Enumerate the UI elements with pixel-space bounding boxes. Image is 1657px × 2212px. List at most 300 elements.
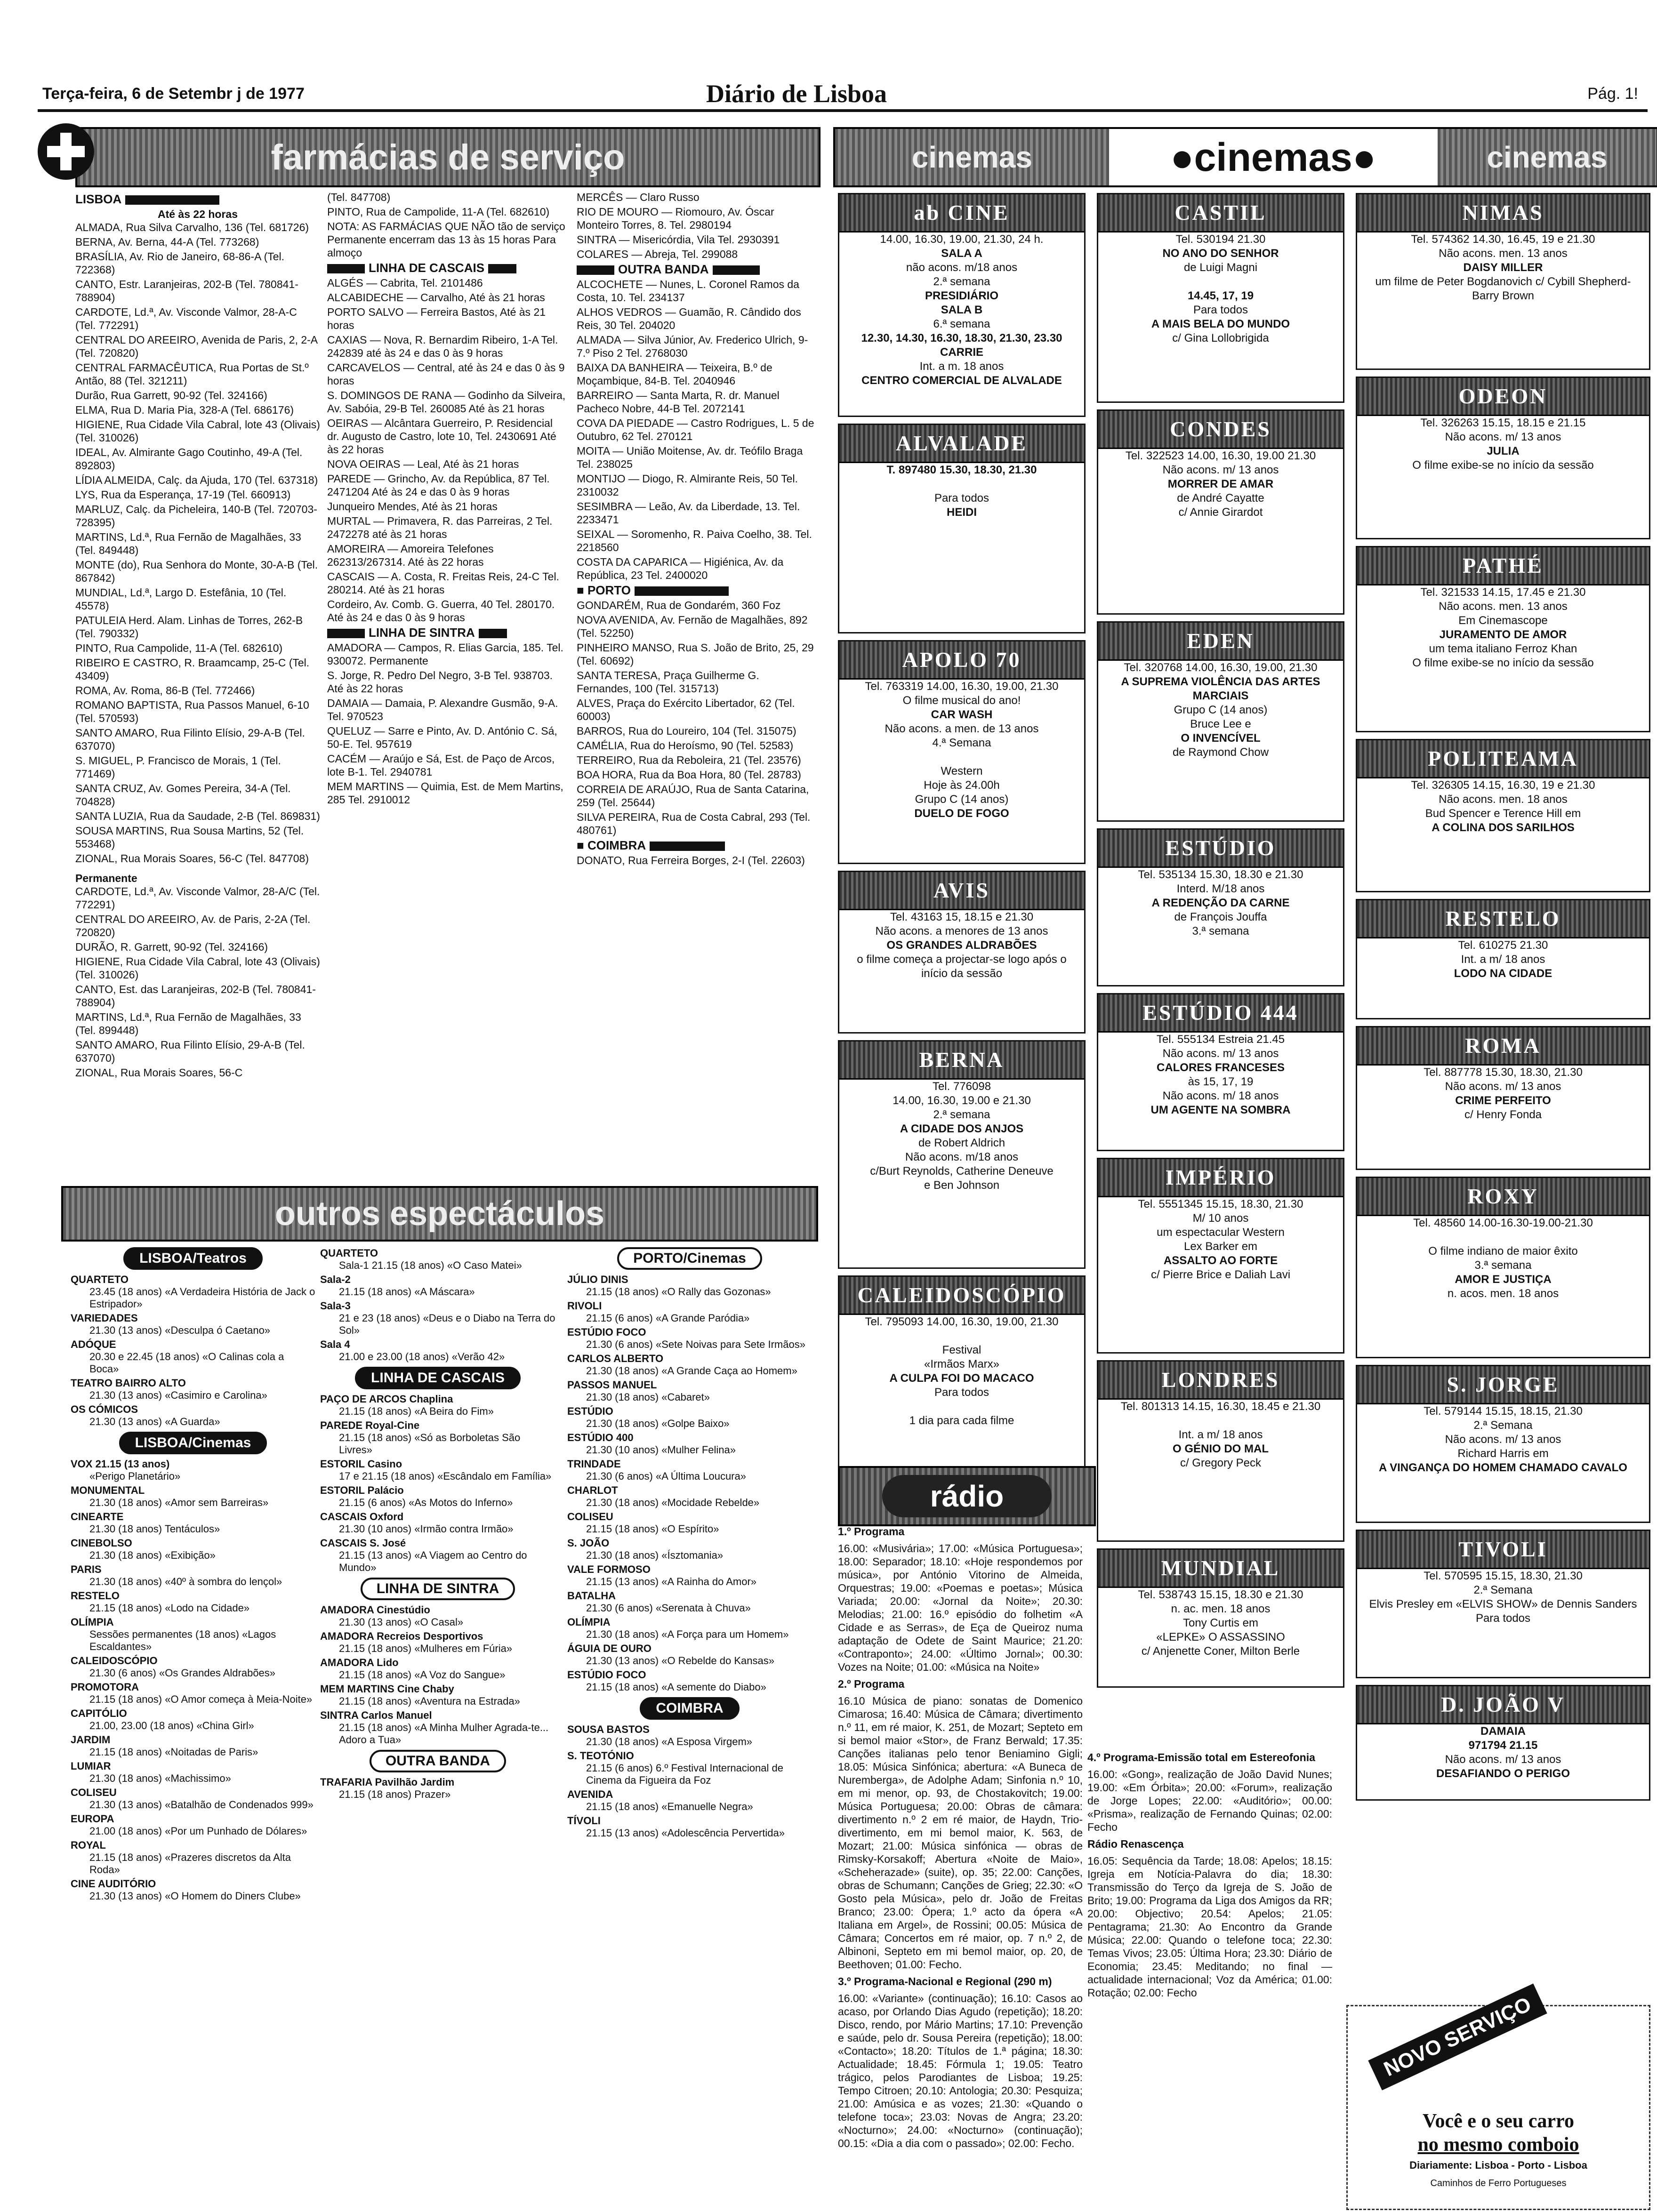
cinema-info-line: c/ Gregory Peck [1180, 1457, 1262, 1469]
cinema-name: ROMA [1357, 1027, 1649, 1066]
cinema-info-line: MORRER DE AMAR [1167, 478, 1274, 490]
cinema-info-line: 14.00, 16.30, 19.00, 21.30, 24 h. [880, 233, 1044, 246]
cinema-info-line: Tel. 763319 14.00, 16.30, 19.00, 21.30 [865, 680, 1059, 693]
show-venue: CARLOS ALBERTO [567, 1353, 664, 1364]
cinema-info-line: Tel. 579144 15.15, 18.15, 21.30 [1424, 1405, 1583, 1418]
cinema-info-line: c/ Anjenette Coner, Milton Berle [1141, 1645, 1300, 1658]
list-item: ZIONAL, Rua Morais Soares, 56-C [75, 1066, 243, 1079]
radio-p2: 16.10 Música de piano: sonatas de Domenico Cimarosa; 16.40: Música de Câmara; divertimento n.º 11, em ré maior, K. 251, de Mozart; Septeto em si bemol maior «Stor», de Franz Berwald; 17.35: Canções italianas pelo tenor Beniamino Gigli; 18.05: Música Sinfónica; abertura: «A Buneca de Nuremberga», de Adolphe Adam; Sinfonia n.º 10, em mi menor, op. 93, de Chostakovitch; 19.00: Música Portuguesa; 20.00: Obras de câmara: divertimento n.º 2 em ré maior, de Haydn, Trio-divertimento, em mi bemol maior, K. 563, de Mozart; 21.00: Música sinfónica — obras de Rimsky-Korsakoff; Abertura «Noite de Maio», «Scheherazade» (suite), op. 35; 22.00: Canções, obras de Schumann; Canções de Grieg; 22.30: «O Gosto pela Música», pelo dr. João de Freitas Branco; 23.00: Ópera; 1.º acto da ópera «A Italiana em Argel», de Rossini; 00.05: Música de Câmara; Concertos em ré maior, op. 7 n.º 2, de Albinoni, Septeto em mi bemol maior, op. 20, de Beethoven; 01.00: Fecho. [838, 1695, 1083, 1971]
cinema-info-line: Não acons. m/ 13 anos [1162, 1047, 1279, 1060]
show-info: 21.15 (18 anos) «Aventura na Estrada» [339, 1695, 520, 1707]
cinema-info-line: DESAFIANDO O PERIGO [1436, 1767, 1570, 1780]
cinema-info-line: Em Cinemascope [1458, 614, 1548, 627]
show-listing [71, 1458, 315, 1483]
show-venue: ESTÚDIO 400 [567, 1432, 634, 1443]
show-info: 21.30 (18 anos) «Mocidade Rebelde» [586, 1497, 760, 1508]
cinema-info-line: de François Jouffa [1174, 911, 1267, 923]
show-venue: COLISEU [71, 1787, 117, 1798]
show-listing [320, 1338, 555, 1363]
ad-company: Caminhos de Ferro Portugueses [1430, 2178, 1567, 2188]
cinema-info-line: «Irmãos Marx» [924, 1358, 1000, 1370]
show-info: 21.15 (6 anos) 6.º Festival Internacional de Cinema da Figueira da Foz [586, 1762, 783, 1786]
show-info: 21.30 (18 anos) «Cabaret» [586, 1391, 710, 1403]
show-info: 21.15 (18 anos) «A Máscara» [339, 1286, 475, 1298]
ad-route: Diariamente: Lisboa - Porto - Lisboa [1409, 2159, 1587, 2171]
cinema-info-line: CRIME PERFEITO [1455, 1094, 1551, 1107]
cinema-listing [838, 424, 1086, 633]
pharmacy-list-permanente [75, 885, 320, 1079]
list-item: CARDOTE, Ld.ª, Av. Visconde Valmor, 28-A/C (Tel. 772291) [75, 885, 320, 911]
show-listing [71, 1734, 315, 1758]
permanente-heading: Permanente [75, 872, 137, 884]
cinema-info-line: Festival [942, 1344, 981, 1356]
show-listing [567, 1750, 812, 1787]
cross-icon [38, 123, 94, 180]
show-listing [320, 1657, 555, 1681]
show-listing [320, 1537, 555, 1574]
list-item: CANTO, Estr. Laranjeiras, 202-B (Tel. 780841-788904) [75, 278, 298, 304]
ad-badge: NOVO SERVIÇO [1368, 1983, 1547, 2090]
show-info: 21.00 (18 anos) «Por um Punhado de Dólares» [89, 1825, 307, 1837]
cinema-info-line: Tel. 320768 14.00, 16.30, 19.00, 21.30 [1124, 661, 1318, 674]
list-item: BARROS, Rua do Loureiro, 104 (Tel. 315075) [577, 725, 796, 737]
cinema-info-line: DAMAIA [1480, 1725, 1526, 1738]
outros-column-1 [71, 1247, 315, 2207]
pharmacy-list-head [327, 191, 567, 259]
radio-p4: 16.00: «Gong», realização de João David Nunes; 19.00: «Em Órbita»; 20.00: «Forum», realização de Jorge Lopes; 22.00: «Auditório»; 00.00: «Prisma», realização de Fernando Quinas; 02.00: Fecho [1087, 1768, 1332, 1833]
list-item: ALGÉS — Cabrita, Tel. 2101486 [327, 277, 483, 289]
show-listing [320, 1419, 555, 1456]
list-item: MUNDIAL, Ld.ª, Largo D. Estefânia, 10 (Tel. 45578) [75, 586, 287, 612]
list-item: Cordeiro, Av. Comb. G. Guerra, 40 Tel. 280170. Até às 24 e das 0 às 9 horas [327, 598, 555, 624]
show-listing [567, 1537, 812, 1562]
list-item: CENTRAL FARMACÊUTICA, Rua Portas de St.º Antão, 88 (Tel. 321211) [75, 361, 309, 387]
farmacias-column-3 [577, 191, 817, 1172]
list-item: NOTA: AS FARMÁCIAS QUE NÃO tão de serviço Permanente encerram das 13 às 15 horas Para almoço [327, 220, 565, 259]
show-venue: QUARTETO [71, 1274, 129, 1285]
list-item: Junqueiro Mendes, Até às 21 horas [327, 500, 498, 513]
section-title: ■ PORTO [577, 584, 817, 597]
pharmacy-list-lisboa [75, 221, 320, 865]
list-item: TERREIRO, Rua da Reboleira, 21 (Tel. 23576) [577, 754, 801, 766]
list-item: CORREIA DE ARAÚJO, Rua de Santa Catarina, 259 (Tel. 25644) [577, 783, 809, 809]
cinema-info-line: Não acons. m/ 13 anos [1445, 431, 1561, 443]
cinema-info-line: O filme exibe-se no início da sessão [1412, 657, 1594, 669]
page-number: Pág. 1! [1587, 85, 1638, 103]
list-item: CARDOTE, Ld.ª, Av. Visconde Valmor, 28-A-C (Tel. 772291) [75, 306, 297, 331]
show-listing [71, 1274, 315, 1310]
list-item: ALHOS VEDROS — Guamão, R. Cândido dos Reis, 30 Tel. 204020 [577, 306, 801, 331]
show-info: 21.15 (18 anos) «A Beira do Fim» [339, 1405, 494, 1417]
show-info: 21.15 (18 anos) «A semente do Diabo» [586, 1681, 766, 1693]
show-venue: PROMOTORA [71, 1681, 139, 1693]
cinema-listing [1097, 1548, 1344, 1688]
list-item: ELMA, Rua D. Maria Pia, 328-A (Tel. 686176) [75, 404, 294, 416]
sintra-shows [320, 1604, 555, 1746]
list-item: ALMADA — Silva Júnior, Av. Frederico Ulrich, 9-7.º Piso 2 Tel. 2768030 [577, 334, 808, 359]
show-venue: ROYAL [71, 1839, 106, 1851]
list-item: CAXIAS — Nova, R. Bernardim Ribeiro, 1-A Tel. 242839 até às 24 e das 0 às 9 horas [327, 334, 558, 359]
list-item: ROMANO BAPTISTA, Rua Passos Manuel, 6-10 (Tel. 570593) [75, 699, 309, 724]
show-listing [71, 1563, 315, 1588]
show-venue: VOX 21.15 (13 anos) [71, 1458, 170, 1470]
show-info: 21.30 (13 anos) «O Homem do Diners Clube» [89, 1890, 301, 1902]
heading-bar [635, 586, 729, 596]
show-venue: CAPITÓLIO [71, 1707, 127, 1719]
outros-column-3 [567, 1247, 812, 2207]
show-venue: S. JOÃO [567, 1537, 610, 1549]
list-item: IDEAL, Av. Almirante Gago Coutinho, 49-A (Tel. 892803) [75, 446, 303, 472]
cinemas-banner-main: ●cinemas● [1109, 129, 1438, 185]
cinema-info-line: OS GRANDES ALDRABÕES [886, 939, 1037, 952]
show-venue: BATALHA [567, 1590, 616, 1602]
show-info: 21.15 (18 anos) «Lodo na Cidade» [89, 1602, 250, 1614]
section-title [327, 261, 567, 274]
list-item: MERCÊS — Claro Russo [577, 191, 700, 203]
show-venue: CALEIDOSCÓPIO [71, 1655, 158, 1667]
show-venue: AMADORA Cinestúdio [320, 1604, 430, 1616]
farmacias-banner-text: farmácias de serviço [271, 137, 625, 177]
list-item: COVA DA PIEDADE — Castro Rodrigues, L. 5 de Outubro, 62 Tel. 270121 [577, 417, 814, 442]
show-listing [71, 1537, 315, 1562]
cinema-info-line: Tel. 535134 15.30, 18.30 e 21.30 [1138, 868, 1303, 881]
cinema-info-line [839, 750, 1084, 764]
list-item: CAMÉLIA, Rua do Heroísmo, 90 (Tel. 52583) [577, 739, 794, 752]
linha-sintra-heading: LINHA DE SINTRA [361, 1578, 515, 1600]
cinema-info-line: «LEPKE» O ASSASSINO [1156, 1631, 1285, 1643]
coimbra-heading: COIMBRA [640, 1697, 739, 1720]
show-info: 21.00, 23.00 (18 anos) «China Girl» [89, 1720, 254, 1731]
linha-cascais-heading: LINHA DE CASCAIS [355, 1367, 521, 1389]
show-info: 21.15 (6 anos) «As Motos do Inferno» [339, 1497, 513, 1508]
cinema-info-line [1098, 1414, 1343, 1428]
pharmacy-list-sintra [327, 641, 567, 806]
cinema-info-line: 2.ª semana [933, 1108, 990, 1121]
show-info: 21.15 (13 anos) «A Rainha do Amor» [586, 1576, 757, 1587]
lisboa-teatros-heading: LISBOA/Teatros [123, 1247, 263, 1270]
outros-banner [61, 1186, 818, 1242]
cinema-info-line: 14.45, 17, 19 [1187, 289, 1254, 302]
radio-p1-title: 1.º Programa [838, 1525, 905, 1538]
cinema-info-line: NO ANO DO SENHOR [1162, 247, 1279, 260]
show-info: Sala-1 21.15 (18 anos) «O Caso Matei» [339, 1259, 522, 1271]
show-info: 21.30 (18 anos) «Amor sem Barreiras» [89, 1497, 269, 1508]
teatros-list [71, 1274, 315, 1428]
section-title [75, 192, 320, 206]
cinema-listing [1097, 409, 1344, 615]
lisboa-cinemas-heading: LISBOA/Cinemas [119, 1432, 267, 1454]
show-info: 21.30 (6 anos) «A Última Loucura» [586, 1470, 746, 1482]
cinema-listing [838, 193, 1086, 417]
cinema-info-line: Tel. 570595 15.15, 18.30, 21.30 [1424, 1570, 1583, 1582]
ad-sub: no mesmo comboio [1417, 2134, 1579, 2156]
radio-p3: 16.00: «Variante» (continuação); 16.10: Casos ao acaso, por Orlando Dias Agudo (repetição); 18.20: Disco, rendo, por Mário Martins; 17.10: Prevenção e saúde, pelo dr. Sousa Pereira (repetição); 18.00: «Contacto»; 18.20: Títulos de 1.ª página; 18.30: Actualidade; 18.45: Fórmula 1; 19.05: Teatro trágico, pelos Parodiantes de Lisboa; 19.25: Tempo Citroen; 20.10: Antologia; 20.30: Pesquiza; 21.00: Amúsica e as vozes; 21.30: «Quando o telefone toca»; 23.03: Novas de Angra; 23.20: «Nocturno»; 24.00: «Nocturno» (continuação); 00.15: «Dia a dia com o passado»; 02.00: Fecho. [838, 1992, 1083, 2149]
show-venue: Sala-2 [320, 1274, 351, 1285]
section-title: ■ COIMBRA [577, 839, 817, 852]
show-listing [567, 1616, 812, 1641]
show-info: 21.15 (18 anos) «O Amor começa à Meia-Noite» [89, 1693, 313, 1705]
list-item: MEM MARTINS — Quimia, Est. de Mem Martins, 285 Tel. 2910012 [327, 780, 563, 806]
list-item: BRASÍLIA, Av. Rio de Janeiro, 68-86-A (Tel. 722368) [75, 250, 285, 276]
show-listing [567, 1432, 812, 1456]
list-item: CANTO, Est. das Laranjeiras, 202-B (Tel. 780841-788904) [75, 983, 316, 1009]
show-listing [71, 1839, 315, 1876]
show-venue: ESTORIL Palácio [320, 1484, 404, 1496]
show-venue: VALE FORMOSO [567, 1563, 651, 1575]
cinema-info-line: Tel. 574362 14.30, 16.45, 19 e 21.30 [1411, 233, 1595, 246]
cinema-info-line: Não acons. men. 18 anos [1439, 793, 1568, 806]
radio-p5-title: Rádio Renascença [1087, 1838, 1184, 1850]
show-venue: CASCAIS S. José [320, 1537, 406, 1549]
cinema-info-line: às 15, 17, 19 [1188, 1075, 1254, 1088]
cinema-listing [838, 1040, 1086, 1269]
show-venue: QUARTETO [320, 1247, 378, 1259]
show-listing [567, 1643, 812, 1667]
show-info: 21.30 (13 anos) «O Casal» [339, 1616, 464, 1628]
cinema-listing [1356, 1530, 1650, 1678]
cinema-info-line: c/ Henry Fonda [1464, 1108, 1542, 1121]
cinema-listing [1097, 993, 1344, 1151]
cinema-info-line: Tel. 326263 15.15, 18.15 e 21.15 [1420, 417, 1586, 429]
list-item: S. DOMINGOS DE RANA — Godinho da Silveira, Av. Sabóia, 29-B Tel. 260085 Até às 21 horas [327, 389, 566, 415]
cinema-info-line: Richard Harris em [1457, 1447, 1549, 1460]
cinema-name: PATHÉ [1357, 547, 1649, 585]
list-item: SEIXAL — Soromenho, R. Paiva Coelho, 38. Tel. 2218560 [577, 528, 812, 553]
show-listing [71, 1681, 315, 1706]
pharmacy-list-coimbra [577, 854, 817, 867]
cinema-name: CALEIDOSCÓPIO [839, 1277, 1084, 1315]
show-listing [567, 1379, 812, 1403]
show-info: 21.15 (18 anos) «Prazeres discretos da Alta Roda» [89, 1851, 291, 1875]
list-item: MONTE (do), Rua Senhora do Monte, 30-A-B (Tel. 867842) [75, 559, 318, 584]
list-item: COSTA DA CAPARICA — Higiénica, Av. da República, 23 Tel. 2400020 [577, 556, 784, 581]
show-listing [320, 1247, 555, 1272]
cinema-info-line: 2.ª Semana [1473, 1584, 1533, 1596]
list-item: ZIONAL, Rua Morais Soares, 56-C (Tel. 847708) [75, 852, 309, 865]
show-info: 21.15 (18 anos) «O Espírito» [586, 1523, 719, 1535]
cinema-listing [1356, 377, 1650, 539]
list-item: PINTO, Rua de Campolide, 11-A (Tel. 682610) [327, 206, 550, 218]
list-item: OEIRAS — Alcântara Guerreiro, P. Residencial dr. Augusto de Castro, lote 10, Tel. 2430691 Até às 22 horas [327, 417, 556, 456]
show-venue: OLÍMPIA [71, 1616, 114, 1628]
cinema-info-line: Bruce Lee e [1190, 718, 1251, 730]
show-info: 21.30 (6 anos) «Os Grandes Aldrabões» [89, 1667, 276, 1679]
cinema-info-line [1098, 275, 1343, 289]
cinema-info-line: Tel. 795093 14.00, 16.30, 19.00, 21.30 [865, 1315, 1059, 1328]
show-listing [71, 1655, 315, 1679]
cinema-info-line: JULIA [1487, 445, 1520, 457]
list-item: ALCABIDECHE — Carvalho, Até às 21 horas [327, 291, 545, 304]
show-listing [320, 1511, 555, 1535]
cinema-info-line: 3.ª semana [1474, 1259, 1532, 1272]
cinema-info-line: Tel. 326305 14.15, 16.30, 19 e 21.30 [1411, 779, 1595, 792]
cinema-info-line: CAR WASH [931, 708, 993, 721]
show-venue: AMADORA Recreios Desportivos [320, 1630, 483, 1642]
cinema-info-line: Int. a m/ 18 anos [1461, 953, 1545, 966]
coimbra-shows [567, 1723, 812, 1839]
cinema-info-line: Para todos [1193, 304, 1248, 316]
cinema-info-line: Para todos [934, 492, 989, 505]
heading-bar [488, 264, 516, 273]
show-venue: PASSOS MANUEL [567, 1379, 657, 1391]
show-venue: OLÍMPIA [567, 1616, 611, 1628]
list-item: PAREDE — Grincho, Av. da República, 87 Tel. 2471204 Até às 24 e das 0 às 9 horas [327, 473, 550, 498]
cinema-info-line: Tel. 530194 21.30 [1175, 233, 1266, 246]
list-item: S. Jorge, R. Pedro Del Negro, 3-B Tel. 938703. Até às 22 horas [327, 669, 553, 695]
cinema-name: ROXY [1357, 1178, 1649, 1216]
list-item: ALVES, Praça do Exército Libertador, 62 (Tel. 60003) [577, 697, 795, 722]
show-venue: PARIS [71, 1563, 102, 1575]
show-info: 21.15 (18 anos) «A Minha Mulher Agrada-te... Adoro a Tua» [339, 1722, 549, 1746]
cinema-info-line: O filme indiano de maior êxito [1428, 1245, 1578, 1258]
cinema-name: ESTÚDIO 444 [1098, 994, 1343, 1033]
show-venue: OS CÓMICOS [71, 1403, 138, 1415]
list-item: SANTA TERESA, Praça Guilherme G. Fernandes, 100 (Tel. 315713) [577, 669, 759, 695]
show-info: 21.15 (18 anos) «Só as Borboletas São Livres» [339, 1432, 521, 1456]
heading-bar [479, 629, 507, 638]
show-venue: LUMIAR [71, 1760, 111, 1772]
show-venue: CINE AUDITÓRIO [71, 1878, 156, 1890]
cinema-info-line: LODO NA CIDADE [1454, 967, 1552, 980]
list-item: HIGIENE, Rua Cidade Vila Cabral, lote 43 (Olivais) (Tel. 310026) [75, 418, 320, 444]
list-item: BERNA, Av. Berna, 44-A (Tel. 773268) [75, 236, 259, 248]
list-item: BOA HORA, Rua da Boa Hora, 80 (Tel. 28783) [577, 769, 801, 781]
show-info: 17 e 21.15 (18 anos) «Escândalo em Família» [339, 1470, 552, 1482]
outra-banda-heading: OUTRA BANDA [370, 1750, 506, 1772]
masthead: Diário de Lisboa [706, 80, 887, 108]
list-item: CARCAVELOS — Central, até às 24 e das 0 às 9 horas [327, 361, 565, 387]
list-item: AMADORA — Campos, R. Elias Garcia, 185. Tel. 930072. Permanente [327, 641, 563, 667]
show-info: Sessões permanentes (18 anos) «Lagos Escaldantes» [89, 1628, 276, 1652]
cinema-name: APOLO 70 [839, 641, 1084, 680]
cinema-info-line: Tel. 801313 14.15, 16.30, 18.45 e 21.30 [1120, 1400, 1321, 1413]
show-info: 21.30 (10 anos) «Mulher Felina» [586, 1444, 736, 1456]
cinema-info-line: um espectacular Western [1157, 1226, 1285, 1239]
cinema-listing [1356, 899, 1650, 1019]
cinema-listing [838, 871, 1086, 1034]
cascais-heading: LINHA DE CASCAIS [369, 261, 485, 275]
header-rule [38, 109, 1648, 112]
show-venue: TÍVOLI [567, 1815, 601, 1827]
show-info: 21.30 (18 anos) «A Grande Caça ao Homem» [586, 1365, 797, 1377]
show-listing [567, 1511, 812, 1535]
list-item: S. MIGUEL, P. Francisco de Morais, 1 (Tel. 771469) [75, 754, 281, 780]
heading-bar [713, 265, 760, 275]
cinema-info-line: de Luigi Magni [1183, 261, 1258, 274]
cinema-info-line: PRESIDIÁRIO [925, 289, 999, 302]
list-item: PINHEIRO MANSO, Rua S. João de Brito, 25, 29 (Tel. 60692) [577, 641, 814, 667]
cinema-listing [838, 1275, 1086, 1490]
show-listing [320, 1484, 555, 1509]
show-info: 21.30 (6 anos) «Serenata à Chuva» [586, 1602, 751, 1614]
cinema-info-line: Não acons. men. 13 anos [1439, 600, 1568, 613]
pharmacy-list-outra-banda [577, 278, 817, 582]
radio-p5: 16.05: Sequência da Tarde; 18.08: Apelos; 18.15: Igreja em Notícia-Palavra do dia; 18.30: Transmissão do Terço da Igreja de S. João de Brito; 19.00: Programa da Liga dos Amigos da RR; 20.00: Objectivo; 20.54: Apelos; 21.05: Pentagrama; 21.30: Ao Encontro da Grande Música; 22.00: Quando o telefone toca; 22.30: Temas Vivos; 23.05: Última Hora; 23.30: Diário de Economia; 23.45: Meditando; no final — actualidade internacional; Voz da América; 01.00: Rotação; 02.00: Fecho [1087, 1855, 1332, 1999]
cinema-info-line: O GÉNIO DO MAL [1173, 1443, 1269, 1455]
cinema-name: ab CINE [839, 194, 1084, 232]
cinemas-banner [833, 127, 1657, 187]
cinema-info-line: Grupo C (14 anos) [1174, 704, 1268, 716]
cinema-name: D. JOÃO V [1357, 1686, 1649, 1724]
cinema-info-line: Bud Spencer e Terence Hill em [1425, 807, 1581, 820]
cinema-listing [1097, 621, 1344, 822]
show-venue: PAÇO DE ARCOS Chaplina [320, 1393, 453, 1405]
cinema-info-line: Não acons. a men. de 13 anos [885, 722, 1039, 735]
cinema-info-line: Lex Barker em [1183, 1240, 1258, 1253]
cinema-info-line: Hoje às 24.00h [924, 779, 1000, 792]
show-info: 21.30 (18 anos) «A Esposa Virgem» [586, 1736, 753, 1747]
list-item: MURTAL — Primavera, R. das Parreiras, 2 Tel. 2472278 até às 21 horas [327, 515, 553, 540]
cinema-info-line: Tel. 5551345 15.15, 18.30, 21.30 [1138, 1198, 1303, 1210]
show-venue: MONUMENTAL [71, 1484, 145, 1496]
list-item: DONATO, Rua Ferreira Borges, 2-I (Tel. 22603) [577, 854, 805, 866]
porto-heading: PORTO [587, 583, 631, 597]
cinema-info-line: DAISY MILLER [1463, 261, 1543, 274]
cinema-name: NIMAS [1357, 194, 1649, 232]
show-venue: ESTORIL Casino [320, 1458, 402, 1470]
list-item: GONDARÉM, Rua de Gondarém, 360 Foz [577, 599, 781, 611]
show-listing [567, 1458, 812, 1483]
cinema-info-line: Tel. 776098 [932, 1080, 991, 1093]
cinema-info-line: SALA A [941, 247, 982, 260]
list-item: BAIXA DA BANHEIRA — Teixeira, B.º de Moçambique, 84-B. Tel. 2040946 [577, 361, 772, 387]
heading-bar [327, 264, 365, 273]
show-listing [567, 1353, 812, 1377]
cinema-info-line: Tel. 48560 14.00-16.30-19.00-21.30 [1413, 1217, 1593, 1229]
outros-banner-text: outros espectáculos [274, 1195, 605, 1233]
cinema-info-line: Não acons. m/ 18 anos [1162, 1090, 1279, 1102]
show-info: 21.15 (13 anos) «A Viagem ao Centro do Mundo» [339, 1549, 527, 1573]
radio-column-2 [1087, 1751, 1332, 2207]
cinema-name: MUNDIAL [1098, 1550, 1343, 1588]
cinema-info-line: um tema italiano Ferroz Khan [1429, 642, 1577, 655]
advertisement [1346, 1992, 1650, 2210]
show-venue: TRINDADE [567, 1458, 621, 1470]
show-listing [320, 1683, 555, 1707]
list-item: ALMADA, Rua Silva Carvalho, 136 (Tel. 681726) [75, 221, 309, 233]
heading-bar [650, 842, 725, 851]
list-item: BARREIRO — Santa Marta, R. dr. Manuel Pacheco Nobre, 44-B Tel. 2072141 [577, 389, 780, 415]
cinema-name: AVIS [839, 872, 1084, 910]
cinema-info-line: Não acons. m/ 13 anos [1445, 1433, 1561, 1446]
radio-column-1 [838, 1525, 1083, 2207]
section-title [577, 263, 817, 276]
radio-p3-title: 3.º Programa-Nacional e Regional (290 m) [838, 1975, 1052, 1988]
show-listing [567, 1723, 812, 1748]
list-item: AMOREIRA — Amoreira Telefones 262313/267314. Até às 22 horas [327, 543, 494, 568]
cinemas-banner-left-text: cinemas [911, 140, 1032, 174]
show-info: 21.00 e 23.00 (18 anos) «Verão 42» [339, 1351, 505, 1362]
cinema-info-line: ASSALTO AO FORTE [1163, 1254, 1278, 1267]
show-info: 21.30 (18 anos) «Machissimo» [89, 1772, 231, 1784]
show-venue: Sala 4 [320, 1338, 350, 1350]
list-item: RIBEIRO E CASTRO, R. Braamcamp, 25-C (Tel. 43409) [75, 657, 310, 682]
show-listing [320, 1604, 555, 1628]
cinemas-banner-right-text: cinemas [1487, 140, 1608, 174]
cinema-listing [1097, 193, 1344, 403]
heading-bar [577, 265, 614, 275]
show-venue: PAREDE Royal-Cine [320, 1419, 420, 1431]
show-info: 21.15 (18 anos) «O Rally das Gozonas» [586, 1286, 771, 1298]
show-listing [320, 1274, 555, 1298]
cinema-info-line: Não acons. a menores de 13 anos [875, 925, 1048, 938]
cascais-shows [320, 1393, 555, 1574]
cinema-listing [1356, 739, 1650, 892]
cinema-listing [1356, 1177, 1650, 1358]
cinema-info-line: O INVENCÍVEL [1181, 732, 1261, 745]
cinema-name: ESTÚDIO [1098, 830, 1343, 868]
list-item: DURÃO, R. Garrett, 90-92 (Tel. 324166) [75, 941, 268, 953]
